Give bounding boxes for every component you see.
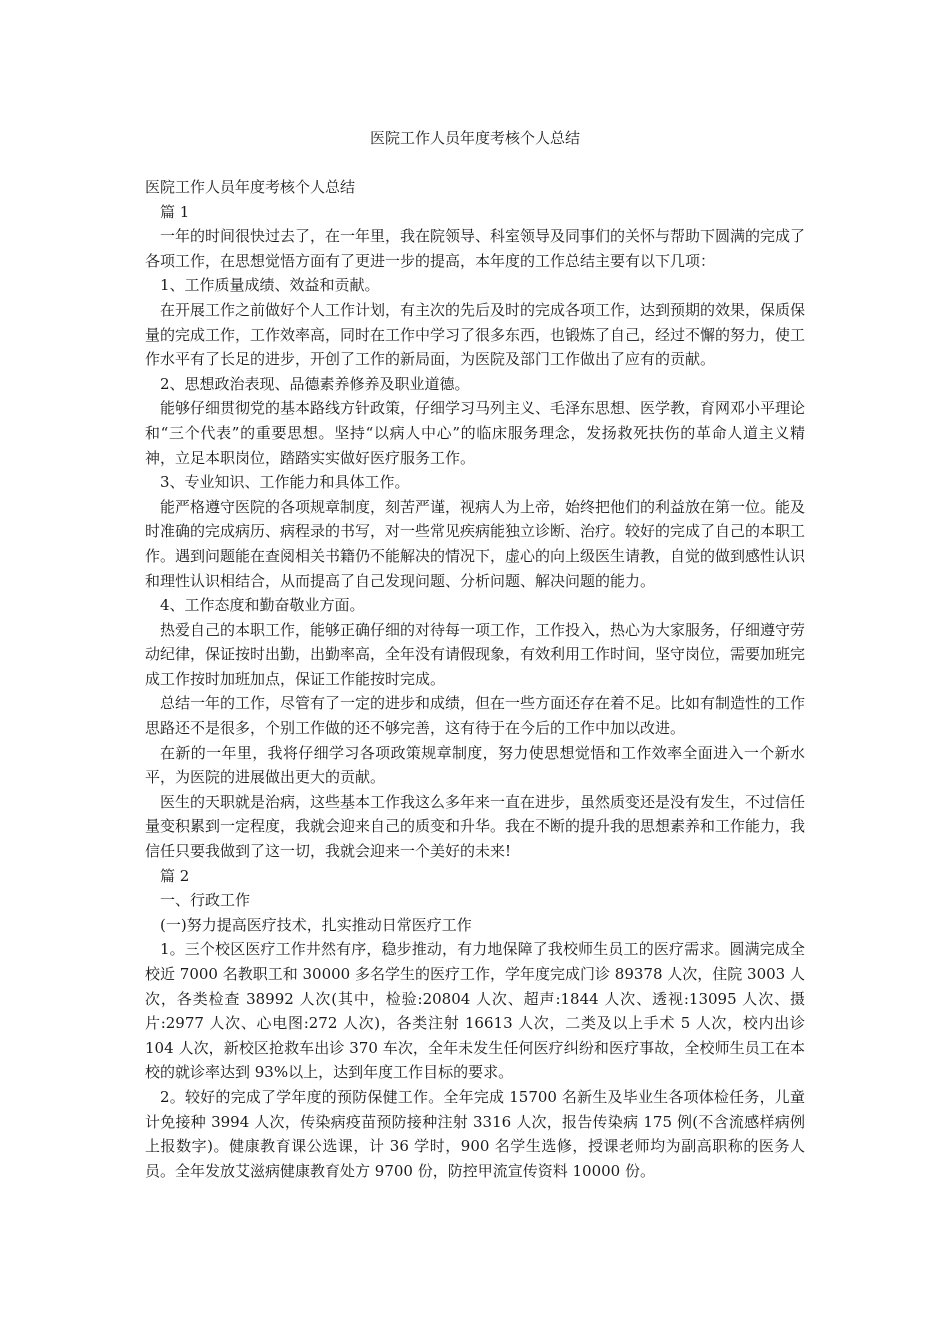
page-title: 医院工作人员年度考核个人总结: [369, 129, 580, 147]
body-paragraph: 能够仔细贯彻党的基本路线方针政策，仔细学习马列主义、毛泽东思想、医学教，育网邓小平理论和“三个代表”的重要思想。坚持“以病人中心”的临床服务理念，发扬救死扶伤的革命人道主义精神，立足本职岗位，踏踏实实做好医疗服务工作。: [145, 399, 806, 467]
document-subtitle: 医院工作人员年度考核个人总结: [145, 178, 356, 196]
section-heading: 篇 1: [160, 202, 190, 221]
body-paragraph: 2。较好的完成了学年度的预防保健工作。全年完成 15700 名新生及毕业生各项体检任务，儿童计免接种 3994 人次，传染病疫苗预防接种注射 3316 人次，报告传染病 175 例(不含流感样病例上报数字)。健康教育课公选课，计 36 学时，900 名学生选修，授课老师均为副高职称的医务人员。全年发放艾滋病健康教育处方 9700 份，防控甲流宣传资料 10000 份。: [145, 1087, 805, 1180]
body-paragraph: 医生的天职就是治病，这些基本工作我这么多年来一直在进步，虽然质变还是没有发生，不过信任量变积累到一定程度，我就会迎来自己的质变和升华。我在不断的提升我的思想素养和工作能力，我信任只要我做到了这一切，我就会迎来一个美好的未来!: [145, 792, 806, 861]
section-heading: 4、工作态度和勤奋敬业方面。: [160, 596, 365, 615]
body-paragraph: 在新的一年里，我将仔细学习各项政策规章制度，努力使思想觉悟和工作效率全面进入一个新水平，为医院的进展做出更大的贡献。: [145, 743, 805, 787]
body-paragraph: 1。三个校区医疗工作井然有序，稳步推动，有力地保障了我校师生员工的医疗需求。圆满完成全校近 7000 名教职工和 30000 多名学生的医疗工作，学年度完成门诊 89378 人次，住院 3003 人次，各类检查 38992 人次(其中，检验:20804 人次、超声:1844 人次、透视:13095 人次、摄片:2977 人次、心电图:272 人次)，各类注射 16613 人次，二类及以上手术 5 人次，校内出诊 104 人次，新校区抢救车出诊 370 车次，全年未发生任何医疗纠纷和医疗事故，全校师生员工在本校的就诊率达到 93%以上，达到年度工作目标的要求。: [145, 940, 805, 1082]
section-heading: 2、思想政治表现、品德素养修养及职业道德。: [160, 374, 470, 393]
body-paragraph: 热爱自己的本职工作，能够正确仔细的对待每一项工作，工作投入，热心为大家服务，仔细遵守劳动纪律，保证按时出勤，出勤率高，全年没有请假现象，有效利用工作时间，坚守岗位，需要加班完成工作按时加班加点，保证工作能按时完成。: [145, 620, 806, 688]
body-paragraph: 总结一年的工作，尽管有了一定的进步和成绩，但在一些方面还存在着不足。比如有制造性的工作思路还不是很多，个别工作做的还不够完善，这有待于在今后的工作中加以改进。: [145, 694, 806, 738]
document-body: [145, 175, 805, 1183]
body-paragraph: 一年的时间很快过去了，在一年里，我在院领导、科室领导及同事们的关怀与帮助下圆满的完成了各项工作，在思想觉悟方面有了更进一步的提高，本年度的工作总结主要有以下几项：: [145, 227, 806, 270]
body-paragraph: 能严格遵守医院的各项规章制度，刻苦严谨，视病人为上帝，始终把他们的利益放在第一位。能及时准确的完成病历、病程录的书写，对一些常见疾病能独立诊断、治疗。较好的完成了自己的本职工作。遇到问题能在查阅相关书籍仍不能解决的情况下，虚心的向上级医生请教，自觉的做到感性认识和理性认识相结合，从而提高了自己发现问题、分析问题、解决问题的能力。: [145, 497, 806, 590]
section-heading: 1、工作质量成绩、效益和贡献。: [160, 276, 380, 295]
body-paragraph: 在开展工作之前做好个人工作计划，有主次的先后及时的完成各项工作，达到预期的效果，保质保量的完成工作，工作效率高，同时在工作中学习了很多东西，也锻炼了自己，经过不懈的努力，使工作水平有了长足的进步，开创了工作的新局面，为医院及部门工作做出了应有的贡献。: [145, 300, 806, 369]
section-heading: (一)努力提高医疗技术，扎实推动日常医疗工作: [160, 915, 472, 934]
section-heading: 篇 2: [160, 866, 190, 885]
section-heading: 3、专业知识、工作能力和具体工作。: [160, 473, 410, 492]
section-heading: 一、行政工作: [160, 891, 251, 910]
